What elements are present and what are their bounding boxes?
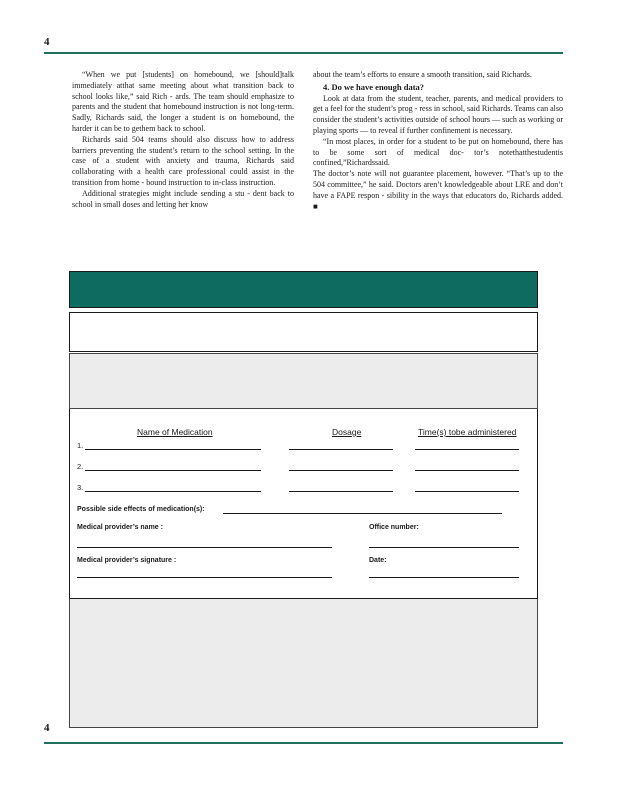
column-header-times: Time(s) tobe administered [418,427,517,437]
provider-name-field[interactable] [77,547,332,548]
article-paragraph: about the team’s efforts to ensure a smooth transition, said Richards. [313,70,532,79]
article-paragraph: Look at data from the student, teacher, parents, and medical providers to get a feel for the student’s prog - ress in school, said Richards. Teams can also consider the student’s activities outside of school hours — such as working or playing sports — to reveal if further confinement is necessary. [313,93,563,135]
column-header-dosage: Dosage [332,427,362,437]
medication-name-field[interactable] [85,470,261,471]
top-rule [44,52,563,54]
medication-name-field[interactable] [85,449,261,450]
medication-name-field[interactable] [85,491,261,492]
column-header-medication: Name of Medication [137,427,213,437]
office-number-label: Office number: [369,524,419,531]
date-field[interactable] [369,577,519,578]
article-paragraph: The doctor’s note will not guarantee placement, however. “That’s up to the 504 committee,” he said. Doctors aren’t knowledgeable about LRE and don’t have a FAPE respon - sibility in the ways that educators do, Richards added. ■ [313,169,563,211]
dosage-field[interactable] [289,470,393,471]
article-left-column [72,70,294,210]
section-heading: 4. Do we have enough data? [323,81,425,92]
signature-field[interactable] [77,577,332,578]
article-paragraph: Additional strategies might include sending a stu - dent back to school in small doses and letting her know [72,188,294,209]
article-right-column [313,70,563,212]
row-number: 2. [77,462,84,471]
row-number: 3. [77,483,84,492]
medication-form [69,409,538,598]
bottom-rule [44,742,563,744]
page-number-bottom: 4 [44,722,50,734]
form-subtitle-box [69,312,538,352]
form-footer-box [69,598,538,728]
times-field[interactable] [415,449,519,450]
article-paragraph: Richards said 504 teams should also discuss how to address barriers preventing the student’s return to the school setting. In the case of a student with anxiety and trauma, Richards said collaborating with a health care professional could assist in the transition from home - bound instruction to in-class instruction. [72,134,294,187]
row-number: 1. [77,441,84,450]
dosage-field[interactable] [289,491,393,492]
article-paragraph: “When we put [students] on homebound, we [should]talk immediately atthat same meeting about what transition back to school looks like,” said Rich - ards. The team should emphasize to parents and the student that homebound instruction is not long-term. Sadly, Richards said, the longer a student is on homebound, the harder it can be to gethem back to school. [72,70,294,133]
times-field[interactable] [415,470,519,471]
provider-name-label: Medical provider’s name : [77,524,163,531]
side-effects-label: Possible side effects of medication(s): [77,506,205,513]
article-paragraph: “In most places, in order for a student to be put on homebound, there has to be some sort of medical doc- tor’s notethatthestudentis confined,”Richardssaid. [313,136,563,168]
signature-label: Medical provider’s signature : [77,557,177,564]
form-title-banner [69,271,538,308]
side-effects-field[interactable] [223,513,502,514]
form-instructions-box [69,353,538,409]
times-field[interactable] [415,491,519,492]
office-number-field[interactable] [369,547,519,548]
page-number-top: 4 [44,36,50,48]
date-label: Date: [369,557,387,564]
dosage-field[interactable] [289,449,393,450]
